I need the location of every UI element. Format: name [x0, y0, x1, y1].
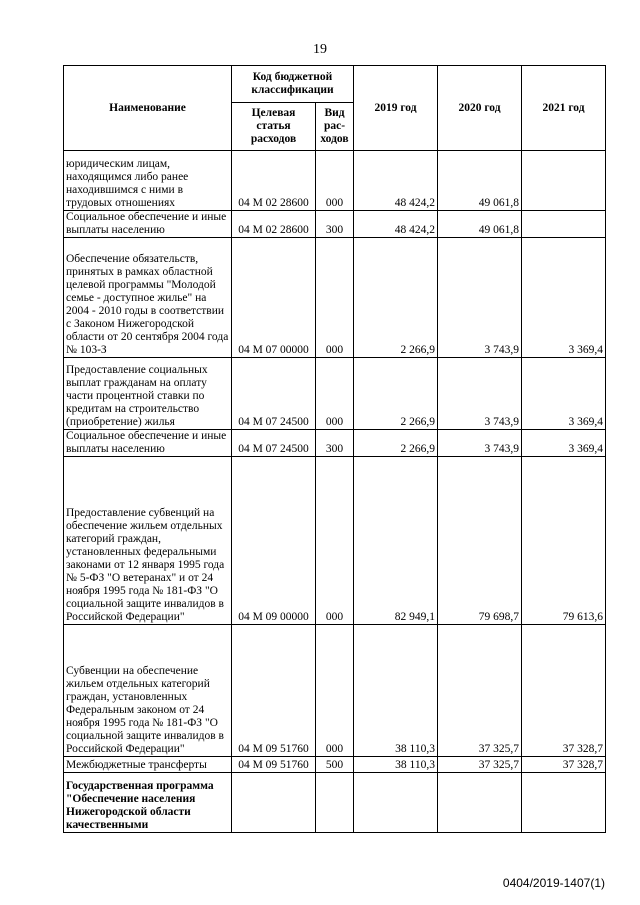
table-row — [64, 773, 606, 833]
row-value-2019 — [354, 773, 438, 833]
header-2021: 2021 год — [522, 66, 606, 151]
row-name: Предоставление субвенций на обеспечение жильем отдельных категорий граждан, установленных федеральными законами от 12 января 1995 года № 5-ФЗ "О ветеранах" и от 24 ноября 1995 года № 181-ФЗ "О социальной защите инвалидов в Российской Федерации" — [64, 457, 232, 625]
row-code — [232, 773, 316, 833]
row-value-2019: 82 949,1 — [354, 457, 438, 625]
row-value-2021 — [522, 773, 606, 833]
row-code: 04 М 09 51760 — [232, 757, 316, 773]
row-value-2019: 2 266,9 — [354, 238, 438, 358]
row-code: 04 М 02 28600 — [232, 151, 316, 211]
row-value-2021 — [522, 151, 606, 211]
row-code: 04 М 09 51760 — [232, 625, 316, 757]
row-kind: 300 — [316, 211, 354, 238]
budget-table — [63, 65, 606, 833]
row-value-2020: 37 325,7 — [438, 757, 522, 773]
header-code-group: Код бюджетной классификации — [232, 66, 354, 103]
row-value-2021: 37 328,7 — [522, 625, 606, 757]
header-name: Наименование — [64, 66, 232, 151]
table-row — [64, 625, 606, 757]
row-value-2019: 48 424,2 — [354, 211, 438, 238]
table-row — [64, 358, 606, 430]
row-value-2019: 38 110,3 — [354, 625, 438, 757]
header-kind: Вид рас-ходов — [316, 103, 354, 151]
table-row — [64, 211, 606, 238]
row-code: 04 М 09 00000 — [232, 457, 316, 625]
row-name: Обеспечение обязательств, принятых в рамках областной целевой программы "Молодой семье - доступное жилье" на 2004 - 2010 годы в соответствии с Законом Нижегородской области от 20 сентября 2004 года № 103-З — [64, 238, 232, 358]
row-value-2020: 49 061,8 — [438, 151, 522, 211]
row-kind: 000 — [316, 151, 354, 211]
row-value-2020: 37 325,7 — [438, 625, 522, 757]
row-value-2020: 49 061,8 — [438, 211, 522, 238]
row-kind — [316, 773, 354, 833]
row-name: Субвенции на обеспечение жильем отдельных категорий граждан, установленных Федеральным законом от 24 ноября 1995 года № 181-ФЗ "О социальной защите инвалидов в Российской Федерации" — [64, 625, 232, 757]
row-kind: 000 — [316, 358, 354, 430]
row-name: Предоставление социальных выплат гражданам на оплату части процентной ставки по кредитам на строительство (приобретение) жилья — [64, 358, 232, 430]
row-name: Социальное обеспечение и иные выплаты населению — [64, 211, 232, 238]
table-row — [64, 238, 606, 358]
row-value-2021: 37 328,7 — [522, 757, 606, 773]
row-value-2020: 79 698,7 — [438, 457, 522, 625]
row-kind: 000 — [316, 238, 354, 358]
row-kind: 300 — [316, 430, 354, 457]
row-value-2021: 79 613,6 — [522, 457, 606, 625]
row-code: 04 М 02 28600 — [232, 211, 316, 238]
row-value-2021: 3 369,4 — [522, 430, 606, 457]
row-kind: 500 — [316, 757, 354, 773]
row-name: юридическим лицам, находящимся либо ранее находившимся с ними в трудовых отношениях — [64, 151, 232, 211]
row-name: Межбюджетные трансферты — [64, 757, 232, 773]
row-value-2020: 3 743,9 — [438, 238, 522, 358]
row-code: 04 М 07 24500 — [232, 430, 316, 457]
row-name: Государственная программа "Обеспечение населения Нижегородской области качественными — [64, 773, 232, 833]
header-2020: 2020 год — [438, 66, 522, 151]
table-row — [64, 151, 606, 211]
row-value-2021: 3 369,4 — [522, 238, 606, 358]
header-target: Целевая статья расходов — [232, 103, 316, 151]
row-kind: 000 — [316, 625, 354, 757]
row-value-2020: 3 743,9 — [438, 430, 522, 457]
row-value-2019: 2 266,9 — [354, 358, 438, 430]
table-row — [64, 457, 606, 625]
row-value-2020: 3 743,9 — [438, 358, 522, 430]
row-value-2021 — [522, 211, 606, 238]
row-code: 04 М 07 24500 — [232, 358, 316, 430]
row-value-2019: 38 110,3 — [354, 757, 438, 773]
document-code: 0404/2019-1407(1) — [502, 876, 605, 890]
table-row — [64, 430, 606, 457]
table-row — [64, 757, 606, 773]
row-value-2020 — [438, 773, 522, 833]
row-kind: 000 — [316, 457, 354, 625]
row-name: Социальное обеспечение и иные выплаты населению — [64, 430, 232, 457]
row-value-2019: 48 424,2 — [354, 151, 438, 211]
page-number: 19 — [313, 42, 327, 57]
header-2019: 2019 год — [354, 66, 438, 151]
row-value-2019: 2 266,9 — [354, 430, 438, 457]
row-value-2021: 3 369,4 — [522, 358, 606, 430]
row-code: 04 М 07 00000 — [232, 238, 316, 358]
